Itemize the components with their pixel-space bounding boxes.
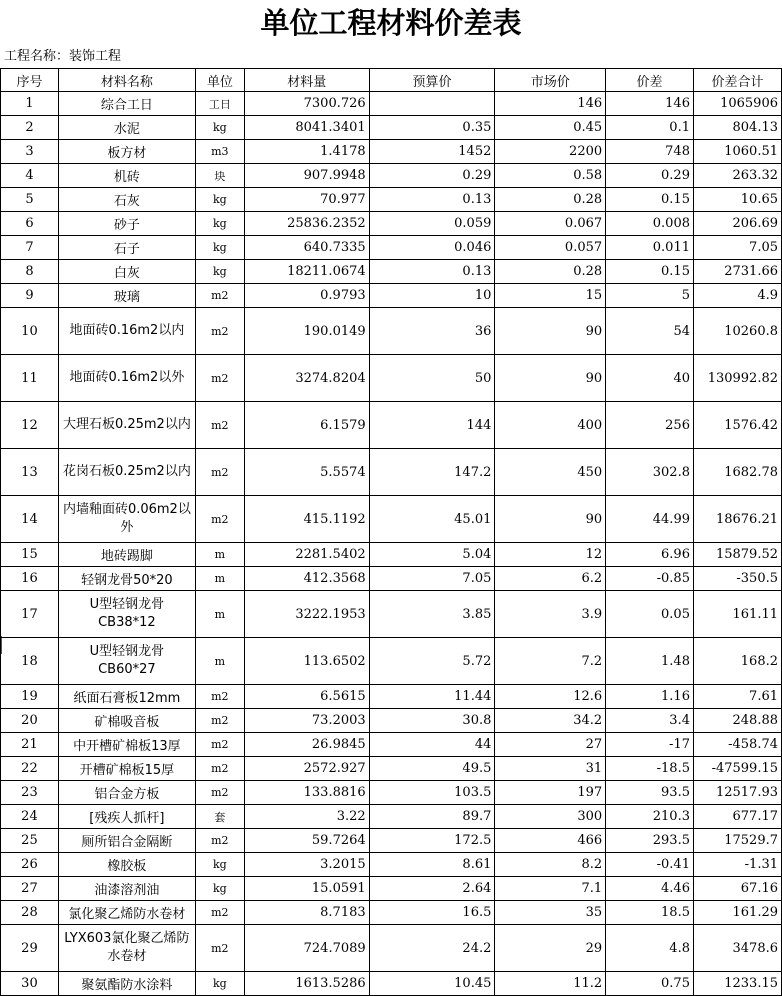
cell-unit[interactable]: m2 — [195, 901, 244, 925]
header-unit[interactable]: 单位 — [195, 69, 244, 92]
header-market-price[interactable]: 市场价 — [495, 69, 606, 92]
cell-market-price[interactable]: 90 — [495, 308, 606, 355]
cell-seq[interactable]: 28 — [1, 901, 59, 925]
cell-diff-total[interactable]: 130992.82 — [693, 355, 781, 402]
cell-material-name[interactable]: 聚氨酯防水涂料 — [58, 972, 195, 996]
cell-unit[interactable]: kg — [195, 877, 244, 901]
cell-material-name[interactable]: 玻璃 — [58, 284, 195, 308]
cell-seq[interactable]: 22 — [1, 757, 59, 781]
cell-budget-price[interactable]: 103.5 — [369, 781, 495, 805]
cell-market-price[interactable]: 12.6 — [495, 685, 606, 709]
cell-diff-total[interactable]: 12517.93 — [693, 781, 781, 805]
cell-diff-total[interactable]: 1576.42 — [693, 402, 781, 449]
table-row — [1, 92, 782, 116]
cell-price-diff[interactable]: 54 — [606, 308, 694, 355]
cell-seq[interactable]: 10 — [1, 308, 59, 355]
cell-price-diff[interactable]: -0.41 — [606, 853, 694, 877]
cell-unit[interactable]: m2 — [195, 925, 244, 972]
table-row — [1, 236, 782, 260]
cell-quantity[interactable]: 3274.8204 — [244, 355, 369, 402]
cell-budget-price[interactable]: 89.7 — [369, 805, 495, 829]
cell-material-name[interactable]: 花岗石板0.25m2以内 — [58, 449, 195, 496]
table-row — [1, 829, 782, 853]
cell-market-price[interactable]: 400 — [495, 402, 606, 449]
cell-price-diff[interactable]: 93.5 — [606, 781, 694, 805]
cell-diff-total[interactable]: 4.9 — [693, 284, 781, 308]
cell-diff-total[interactable]: 15879.52 — [693, 543, 781, 567]
cell-market-price[interactable]: 90 — [495, 496, 606, 543]
cell-seq[interactable]: 29 — [1, 925, 59, 972]
cell-unit[interactable]: kg — [195, 116, 244, 140]
cell-unit[interactable]: 工日 — [195, 92, 244, 116]
cell-market-price[interactable]: 0.28 — [495, 188, 606, 212]
cell-seq[interactable]: 30 — [1, 972, 59, 996]
cell-market-price[interactable]: 31 — [495, 757, 606, 781]
table-row — [1, 188, 782, 212]
cell-market-price[interactable]: 29 — [495, 925, 606, 972]
cell-diff-total[interactable]: 18676.21 — [693, 496, 781, 543]
cell-material-name[interactable]: 内墙釉面砖0.06m2以外 — [58, 496, 195, 543]
cell-price-diff[interactable]: 40 — [606, 355, 694, 402]
cell-quantity[interactable]: 15.0591 — [244, 877, 369, 901]
cell-budget-price[interactable]: 45.01 — [369, 496, 495, 543]
cell-price-diff[interactable]: 748 — [606, 140, 694, 164]
cell-unit[interactable]: m — [195, 567, 244, 591]
cell-quantity[interactable]: 415.1192 — [244, 496, 369, 543]
cell-diff-total[interactable]: -458.74 — [693, 733, 781, 757]
cell-material-name[interactable]: U型轻钢龙骨CB38*12 — [58, 591, 195, 638]
cell-material-name[interactable]: 厕所铝合金隔断 — [58, 829, 195, 853]
cell-diff-total[interactable]: 1233.15 — [693, 972, 781, 996]
cell-diff-total[interactable]: 677.17 — [693, 805, 781, 829]
cell-market-price[interactable]: 146 — [495, 92, 606, 116]
table-row — [1, 972, 782, 996]
cell-material-name[interactable]: 开槽矿棉板15厚 — [58, 757, 195, 781]
cell-quantity[interactable]: 0.9793 — [244, 284, 369, 308]
cell-budget-price[interactable]: 10.45 — [369, 972, 495, 996]
table-row — [1, 402, 782, 449]
cell-price-diff[interactable]: 0.75 — [606, 972, 694, 996]
cell-price-diff[interactable]: 0.011 — [606, 236, 694, 260]
header-material-name[interactable]: 材料名称 — [58, 69, 195, 92]
cell-budget-price[interactable]: 36 — [369, 308, 495, 355]
cell-quantity[interactable]: 7300.726 — [244, 92, 369, 116]
cell-seq[interactable]: 4 — [1, 164, 59, 188]
table-row — [1, 591, 782, 638]
cell-price-diff[interactable]: 4.46 — [606, 877, 694, 901]
cell-budget-price[interactable]: 50 — [369, 355, 495, 402]
table-row — [1, 901, 782, 925]
cell-seq[interactable]: 7 — [1, 236, 59, 260]
cell-diff-total[interactable]: 2731.66 — [693, 260, 781, 284]
cell-seq[interactable]: 27 — [1, 877, 59, 901]
table-row — [1, 757, 782, 781]
cell-budget-price[interactable]: 7.05 — [369, 567, 495, 591]
cell-market-price[interactable]: 0.057 — [495, 236, 606, 260]
cell-price-diff[interactable]: -0.85 — [606, 567, 694, 591]
header-row — [1, 69, 782, 92]
cell-unit[interactable]: 套 — [195, 805, 244, 829]
cell-material-name[interactable]: 砂子 — [58, 212, 195, 236]
cell-unit[interactable]: m2 — [195, 829, 244, 853]
cell-diff-total[interactable]: 17529.7 — [693, 829, 781, 853]
cell-price-diff[interactable]: 293.5 — [606, 829, 694, 853]
cell-quantity[interactable]: 25836.2352 — [244, 212, 369, 236]
cell-seq[interactable]: 11 — [1, 355, 59, 402]
cell-market-price[interactable]: 466 — [495, 829, 606, 853]
cell-quantity[interactable]: 2281.5402 — [244, 543, 369, 567]
cell-budget-price[interactable]: 0.13 — [369, 260, 495, 284]
cell-diff-total[interactable]: 67.16 — [693, 877, 781, 901]
cell-diff-total[interactable]: 3478.6 — [693, 925, 781, 972]
page-title: 单位工程材料价差表 — [260, 6, 522, 40]
table-row — [1, 733, 782, 757]
table-row — [1, 853, 782, 877]
cell-budget-price[interactable]: 172.5 — [369, 829, 495, 853]
cell-seq[interactable]: 19 — [1, 685, 59, 709]
cell-quantity[interactable]: 907.9948 — [244, 164, 369, 188]
cell-material-name[interactable]: 轻钢龙骨50*20 — [58, 567, 195, 591]
cell-material-name[interactable]: 地面砖0.16m2以外 — [58, 355, 195, 402]
cell-price-diff[interactable]: 3.4 — [606, 709, 694, 733]
cell-unit[interactable]: m2 — [195, 757, 244, 781]
header-price-diff[interactable]: 价差 — [606, 69, 694, 92]
cell-price-diff[interactable]: 6.96 — [606, 543, 694, 567]
cell-quantity[interactable]: 640.7335 — [244, 236, 369, 260]
cell-price-diff[interactable]: 44.99 — [606, 496, 694, 543]
cell-unit[interactable]: m — [195, 591, 244, 638]
cell-market-price[interactable]: 2200 — [495, 140, 606, 164]
cell-budget-price[interactable]: 0.13 — [369, 188, 495, 212]
cell-diff-total[interactable]: 10.65 — [693, 188, 781, 212]
cell-price-diff[interactable]: -18.5 — [606, 757, 694, 781]
table-row — [1, 449, 782, 496]
cell-price-diff[interactable]: -17 — [606, 733, 694, 757]
header-budget-price[interactable]: 预算价 — [369, 69, 495, 92]
cell-quantity[interactable]: 190.0149 — [244, 308, 369, 355]
cell-unit[interactable]: m2 — [195, 355, 244, 402]
cell-material-name[interactable]: 地砖踢脚 — [58, 543, 195, 567]
cell-quantity[interactable]: 133.8816 — [244, 781, 369, 805]
table-row — [1, 496, 782, 543]
cell-budget-price[interactable]: 16.5 — [369, 901, 495, 925]
cell-quantity[interactable]: 3.22 — [244, 805, 369, 829]
cell-material-name[interactable]: 中开槽矿棉板13厚 — [58, 733, 195, 757]
cell-material-name[interactable]: [残疾人抓杆] — [58, 805, 195, 829]
table-row — [1, 116, 782, 140]
cell-seq[interactable]: 14 — [1, 496, 59, 543]
cell-quantity[interactable]: 1.4178 — [244, 140, 369, 164]
cell-market-price[interactable]: 0.067 — [495, 212, 606, 236]
table-row — [1, 877, 782, 901]
cell-diff-total[interactable]: 1065906 — [693, 92, 781, 116]
cell-seq[interactable]: 3 — [1, 140, 59, 164]
cell-seq[interactable]: 12 — [1, 402, 59, 449]
cell-material-name[interactable]: 地面砖0.16m2以内 — [58, 308, 195, 355]
cell-seq[interactable]: 15 — [1, 543, 59, 567]
cell-diff-total[interactable]: 248.88 — [693, 709, 781, 733]
cell-diff-total[interactable]: 161.29 — [693, 901, 781, 925]
table-row — [1, 355, 782, 402]
cell-quantity[interactable]: 724.7089 — [244, 925, 369, 972]
cell-seq[interactable]: 2 — [1, 116, 59, 140]
cell-seq[interactable]: 25 — [1, 829, 59, 853]
cell-quantity[interactable]: 412.3568 — [244, 567, 369, 591]
cell-diff-total[interactable]: 10260.8 — [693, 308, 781, 355]
cell-price-diff[interactable]: 0.29 — [606, 164, 694, 188]
table-row — [1, 805, 782, 829]
cell-unit[interactable]: m — [195, 543, 244, 567]
cell-quantity[interactable]: 70.977 — [244, 188, 369, 212]
cell-price-diff[interactable]: 1.16 — [606, 685, 694, 709]
cell-seq[interactable]: 20 — [1, 709, 59, 733]
cell-unit[interactable]: kg — [195, 972, 244, 996]
cell-diff-total[interactable]: -350.5 — [693, 567, 781, 591]
cell-quantity[interactable]: 2572.927 — [244, 757, 369, 781]
cell-diff-total[interactable]: 7.05 — [693, 236, 781, 260]
cell-market-price[interactable]: 27 — [495, 733, 606, 757]
table-row — [1, 140, 782, 164]
cell-market-price[interactable]: 7.1 — [495, 877, 606, 901]
cell-seq[interactable]: 16 — [1, 567, 59, 591]
table-row — [1, 260, 782, 284]
cell-diff-total[interactable]: 161.11 — [693, 591, 781, 638]
cell-budget-price[interactable]: 24.2 — [369, 925, 495, 972]
cell-seq[interactable]: 8 — [1, 260, 59, 284]
cell-seq[interactable]: 1 — [1, 92, 59, 116]
table-row — [1, 308, 782, 355]
cell-seq[interactable]: 9 — [1, 284, 59, 308]
cell-material-name[interactable]: LYX603氯化聚乙烯防水卷材 — [58, 925, 195, 972]
cell-quantity[interactable]: 8.7183 — [244, 901, 369, 925]
cell-diff-total[interactable]: 1060.51 — [693, 140, 781, 164]
cell-material-name[interactable]: 综合工日 — [58, 92, 195, 116]
cell-diff-total[interactable]: 206.69 — [693, 212, 781, 236]
cell-unit[interactable]: m — [195, 638, 244, 685]
cell-budget-price[interactable]: 5.72 — [369, 638, 495, 685]
cell-price-diff[interactable]: 0.15 — [606, 260, 694, 284]
cell-unit[interactable]: kg — [195, 212, 244, 236]
cell-seq[interactable]: 21 — [1, 733, 59, 757]
cell-quantity[interactable]: 3222.1953 — [244, 591, 369, 638]
table-row — [1, 781, 782, 805]
cell-market-price[interactable]: 0.28 — [495, 260, 606, 284]
cell-material-name[interactable]: 石子 — [58, 236, 195, 260]
cell-budget-price[interactable]: 0.059 — [369, 212, 495, 236]
cell-unit[interactable]: m2 — [195, 709, 244, 733]
cell-price-diff[interactable]: 5 — [606, 284, 694, 308]
cell-price-diff[interactable]: 18.5 — [606, 901, 694, 925]
cell-material-name[interactable]: 大理石板0.25m2以内 — [58, 402, 195, 449]
cell-budget-price[interactable] — [369, 92, 495, 116]
cell-material-name[interactable]: 白灰 — [58, 260, 195, 284]
cell-seq[interactable]: 24 — [1, 805, 59, 829]
cell-unit[interactable]: m2 — [195, 449, 244, 496]
cell-budget-price[interactable]: 0.29 — [369, 164, 495, 188]
cell-diff-total[interactable]: 263.32 — [693, 164, 781, 188]
table-row — [1, 567, 782, 591]
cell-seq[interactable]: 26 — [1, 853, 59, 877]
cell-quantity[interactable]: 18211.0674 — [244, 260, 369, 284]
cell-material-name[interactable]: 纸面石膏板12mm — [58, 685, 195, 709]
cell-seq[interactable]: 6 — [1, 212, 59, 236]
cell-diff-total[interactable]: 7.61 — [693, 685, 781, 709]
cell-market-price[interactable]: 34.2 — [495, 709, 606, 733]
cell-market-price[interactable]: 12 — [495, 543, 606, 567]
cell-diff-total[interactable]: 168.2 — [693, 638, 781, 685]
cell-price-diff[interactable]: 302.8 — [606, 449, 694, 496]
cell-unit[interactable]: m2 — [195, 733, 244, 757]
table-row — [1, 685, 782, 709]
cell-material-name[interactable]: 油漆溶剂油 — [58, 877, 195, 901]
cell-quantity[interactable]: 6.1579 — [244, 402, 369, 449]
cell-market-price[interactable]: 90 — [495, 355, 606, 402]
cell-budget-price[interactable]: 1452 — [369, 140, 495, 164]
cell-unit[interactable]: kg — [195, 188, 244, 212]
cell-market-price[interactable]: 300 — [495, 805, 606, 829]
cell-budget-price[interactable]: 5.04 — [369, 543, 495, 567]
cell-budget-price[interactable]: 10 — [369, 284, 495, 308]
header-quantity[interactable]: 材料量 — [244, 69, 369, 92]
table-row — [1, 925, 782, 972]
cell-unit[interactable]: kg — [195, 853, 244, 877]
cell-quantity[interactable]: 26.9845 — [244, 733, 369, 757]
cell-quantity[interactable]: 6.5615 — [244, 685, 369, 709]
cell-seq[interactable]: 5 — [1, 188, 59, 212]
cell-market-price[interactable]: 3.9 — [495, 591, 606, 638]
cell-diff-total[interactable]: 804.13 — [693, 116, 781, 140]
cell-unit[interactable]: m2 — [195, 496, 244, 543]
cell-market-price[interactable]: 7.2 — [495, 638, 606, 685]
cell-quantity[interactable]: 3.2015 — [244, 853, 369, 877]
cell-unit[interactable]: m3 — [195, 140, 244, 164]
cell-material-name[interactable]: 氯化聚乙烯防水卷材 — [58, 901, 195, 925]
cell-price-diff[interactable]: 210.3 — [606, 805, 694, 829]
cell-seq[interactable]: 13 — [1, 449, 59, 496]
cell-quantity[interactable]: 59.7264 — [244, 829, 369, 853]
cell-seq[interactable]: 23 — [1, 781, 59, 805]
table-row — [1, 638, 782, 685]
cell-market-price[interactable]: 197 — [495, 781, 606, 805]
cell-price-diff[interactable]: 0.008 — [606, 212, 694, 236]
cell-budget-price[interactable]: 30.8 — [369, 709, 495, 733]
cell-market-price[interactable]: 6.2 — [495, 567, 606, 591]
table-row — [1, 709, 782, 733]
cell-price-diff[interactable]: 0.15 — [606, 188, 694, 212]
cell-price-diff[interactable]: 0.1 — [606, 116, 694, 140]
cell-budget-price[interactable]: 49.5 — [369, 757, 495, 781]
cell-diff-total[interactable]: 1682.78 — [693, 449, 781, 496]
cell-unit[interactable]: 块 — [195, 164, 244, 188]
cell-material-name[interactable]: 水泥 — [58, 116, 195, 140]
cell-material-name[interactable]: U型轻钢龙骨CB60*27 — [58, 638, 195, 685]
project-name-label: 工程名称：装饰工程 — [4, 49, 122, 64]
cell-budget-price[interactable]: 0.35 — [369, 116, 495, 140]
table-row — [1, 284, 782, 308]
cell-budget-price[interactable]: 144 — [369, 402, 495, 449]
header-diff-total[interactable]: 价差合计 — [693, 69, 781, 92]
cell-quantity[interactable]: 113.6502 — [244, 638, 369, 685]
cell-market-price[interactable]: 450 — [495, 449, 606, 496]
cell-price-diff[interactable]: 256 — [606, 402, 694, 449]
cell-unit[interactable]: kg — [195, 236, 244, 260]
cell-market-price[interactable]: 0.58 — [495, 164, 606, 188]
cell-unit[interactable]: m2 — [195, 402, 244, 449]
cell-budget-price[interactable]: 0.046 — [369, 236, 495, 260]
cell-budget-price[interactable]: 11.44 — [369, 685, 495, 709]
cell-quantity[interactable]: 1613.5286 — [244, 972, 369, 996]
cell-unit[interactable]: m2 — [195, 781, 244, 805]
cell-budget-price[interactable]: 2.64 — [369, 877, 495, 901]
cell-budget-price[interactable]: 8.61 — [369, 853, 495, 877]
price-difference-table — [0, 68, 782, 996]
cell-diff-total[interactable]: -1.31 — [693, 853, 781, 877]
cell-market-price[interactable]: 15 — [495, 284, 606, 308]
cell-seq[interactable]: 18 — [1, 638, 59, 685]
cell-budget-price[interactable]: 3.85 — [369, 591, 495, 638]
table-row — [1, 543, 782, 567]
cell-price-diff[interactable]: 4.8 — [606, 925, 694, 972]
cell-material-name[interactable]: 板方材 — [58, 140, 195, 164]
cell-market-price[interactable]: 8.2 — [495, 853, 606, 877]
cell-material-name[interactable]: 石灰 — [58, 188, 195, 212]
header-seq[interactable]: 序号 — [1, 69, 59, 92]
table-row — [1, 164, 782, 188]
cell-material-name[interactable]: 机砖 — [58, 164, 195, 188]
table-row — [1, 212, 782, 236]
cell-budget-price[interactable]: 44 — [369, 733, 495, 757]
cell-seq[interactable]: 17 — [1, 591, 59, 638]
cell-quantity[interactable]: 8041.3401 — [244, 116, 369, 140]
cell-market-price[interactable]: 0.45 — [495, 116, 606, 140]
cell-diff-total[interactable]: -47599.15 — [693, 757, 781, 781]
cell-price-diff[interactable]: 0.05 — [606, 591, 694, 638]
cell-material-name[interactable]: 矿棉吸音板 — [58, 709, 195, 733]
cell-material-name[interactable]: 橡胶板 — [58, 853, 195, 877]
cell-unit[interactable]: m2 — [195, 284, 244, 308]
cell-quantity[interactable]: 73.2003 — [244, 709, 369, 733]
cell-market-price[interactable]: 11.2 — [495, 972, 606, 996]
cell-material-name[interactable]: 铝合金方板 — [58, 781, 195, 805]
cell-price-diff[interactable]: 146 — [606, 92, 694, 116]
cell-unit[interactable]: m2 — [195, 685, 244, 709]
cell-budget-price[interactable]: 147.2 — [369, 449, 495, 496]
cell-price-diff[interactable]: 1.48 — [606, 638, 694, 685]
cell-market-price[interactable]: 35 — [495, 901, 606, 925]
cell-unit[interactable]: kg — [195, 260, 244, 284]
cell-quantity[interactable]: 5.5574 — [244, 449, 369, 496]
cell-unit[interactable]: m2 — [195, 308, 244, 355]
